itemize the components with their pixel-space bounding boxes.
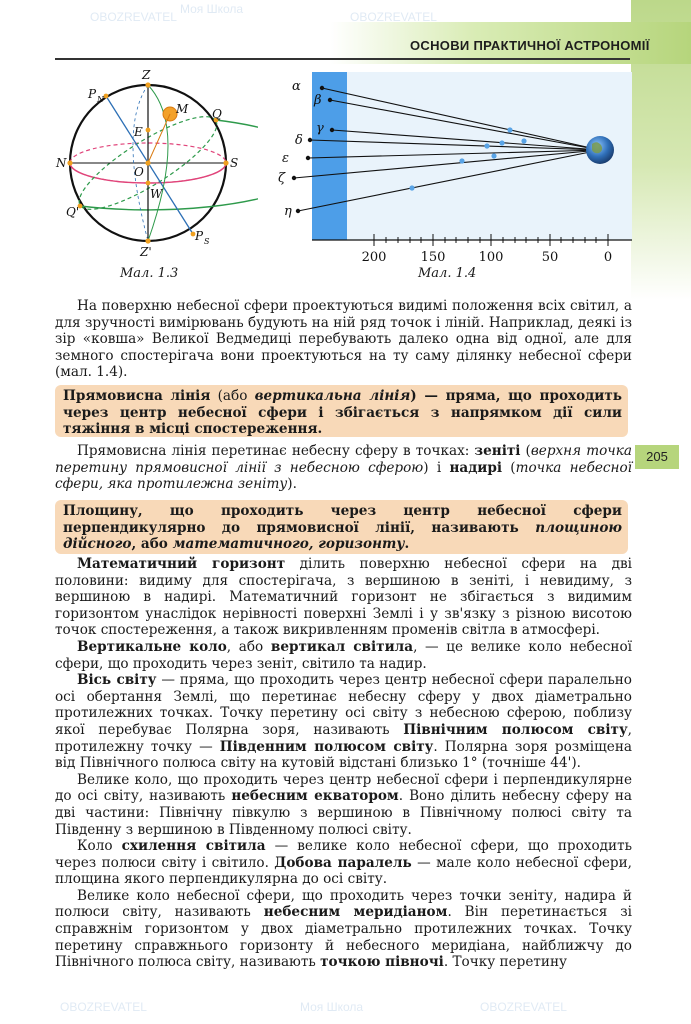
label-south-pole: P (195, 229, 204, 243)
label-w: W (150, 187, 163, 201)
watermark: OBOZREVATEL (480, 1000, 567, 1014)
label-n: N (56, 156, 67, 170)
watermark: OBOZREVATEL (60, 1000, 147, 1014)
definition-horizon-plane: Площину, що проходить через центр небесної сфери перпендикулярно до прямовисної лінії, називають площиною дійсного, або математичного, горизонту. (55, 500, 628, 554)
paragraph-celestial-equator: Велике коло, що проходить через центр небесної сфери і перпендикулярне до осі світу, називають небесним екватором. Воно ділить небесну сферу на дві частини: Північну півкулю з вершиною в Північному полюсі світу та Південну з вершиною в Південному полюсі світу. (55, 771, 632, 838)
paragraph-math-horizon: Математичний горизонт ділить поверхню небесної сфери на дві половини: видиму для спостерігача, з вершиною в зеніті, і невидиму, з вершиною в надирі. Математичний горизонт не збігається з видимим горизонтом унаслідок нерівності поверхні Землі і у зв'язку з різною висотою точок спостереження, а також викривленням променів світла в атмосфері. (55, 556, 632, 639)
paragraph-world-axis: Вісь світу — пряма, що проходить через центр небесної сфери паралельно осі обертання Землі, що перетинає небесну сферу у двох діаметрально протилежних точках. Точку перетину осі світу з небесною сферою, поблизу якої перебуває Полярна зоря, називають Північним полюсом світу, протилежну точку — Південним полюсом світу. Полярна зоря розміщена від Північного полюса світу на кутовій відстані близько 1° (точніше 44'). (55, 672, 632, 772)
page-number: 205 (635, 445, 679, 469)
chapter-title: ОСНОВИ ПРАКТИЧНОЇ АСТРОНОМІЇ (410, 38, 650, 53)
label-north-pole-sub: N (97, 95, 104, 104)
label-s: S (230, 156, 239, 170)
watermark: Моя Школа (180, 2, 244, 16)
paragraph-zenith-nadir: Прямовисна лінія перетинає небесну сферу в точках: зеніті (верхня точка перетину прямовисної лінії з небесною сферою) і надирі (точка небесної сфери, яка протилежна зеніту). (55, 443, 633, 493)
watermark: OBOZREVATEL (90, 10, 177, 24)
figure-1-4-caption: Мал. 1.4 (418, 266, 477, 281)
tick-0: 0 (603, 250, 613, 265)
star-gamma: γ (316, 121, 324, 136)
header-rule (55, 58, 630, 60)
paragraph-vertical-circle: Вертикальне коло, або вертикал світила, — це велике коло небесної сфери, що проходить через зеніт, світило та надир. (55, 638, 633, 672)
star-delta: δ (295, 133, 303, 148)
star-zeta: ζ (278, 171, 286, 186)
label-north-pole: P (88, 87, 97, 101)
paragraph-projection: На поверхню небесної сфери проектуються видимі положення всіх світил, а для зручності вимірювань будують на ній ряд точок і ліній. Наприклад, деякі із зір «ковша» Великої Ведмедиці перебувають далеко одна від одної, але для земного спостерігача вони проектуються на ту саму ділянку небесної сфери (мал. 1.4). (55, 298, 632, 381)
tick-100: 100 (478, 250, 504, 265)
star-beta: β (314, 93, 322, 108)
tick-150: 150 (420, 250, 446, 265)
watermark: Моя Школа (300, 1000, 364, 1014)
label-e: E (134, 125, 143, 139)
definition-plumb-line: Прямовисна лінія (або вертикальна лінія) — пряма, що проходить через центр небесної сфери і збігається з напрямком дії сили тяжіння в місці спостереження. (55, 385, 628, 437)
tick-200: 200 (361, 250, 387, 265)
label-o: O (134, 165, 144, 179)
label-m: M (176, 102, 189, 116)
label-south-pole-sub: S (204, 237, 210, 246)
figure-1-3-caption: Мал. 1.3 (120, 266, 179, 281)
star-eta: η (284, 204, 292, 219)
watermark: OBOZREVATEL (350, 10, 437, 24)
paragraph-declination: Коло схилення світила — велике коло небесної сфери, що проходить через полюси світу і світило. Добова паралель — мале коло небесної сфери, площина якого перпендикулярна до осі світу. (55, 838, 632, 888)
tick-50: 50 (541, 250, 559, 265)
star-epsilon: ε (282, 151, 289, 166)
label-nadir: Z' (140, 245, 152, 259)
label-q: Q (212, 107, 222, 121)
label-q-prime: Q' (66, 205, 80, 219)
celestial-sphere-figure (48, 68, 258, 268)
big-dipper-distance-figure (262, 68, 632, 268)
star-alpha: α (292, 79, 301, 94)
label-zenith: Z (142, 68, 151, 82)
paragraph-meridian: Велике коло небесної сфери, що проходить через точки зеніту, надира й полюси світу, називають небесним меридіаном. Він перетинається зі справжнім горизонтом у двох діаметрально протилежних точках. Точку перетину справжнього горизонту й небесного меридіана, найближчу до Північного полюса світу, називають точкою півночі. Точку перетину (55, 887, 632, 971)
main-text (55, 556, 632, 971)
